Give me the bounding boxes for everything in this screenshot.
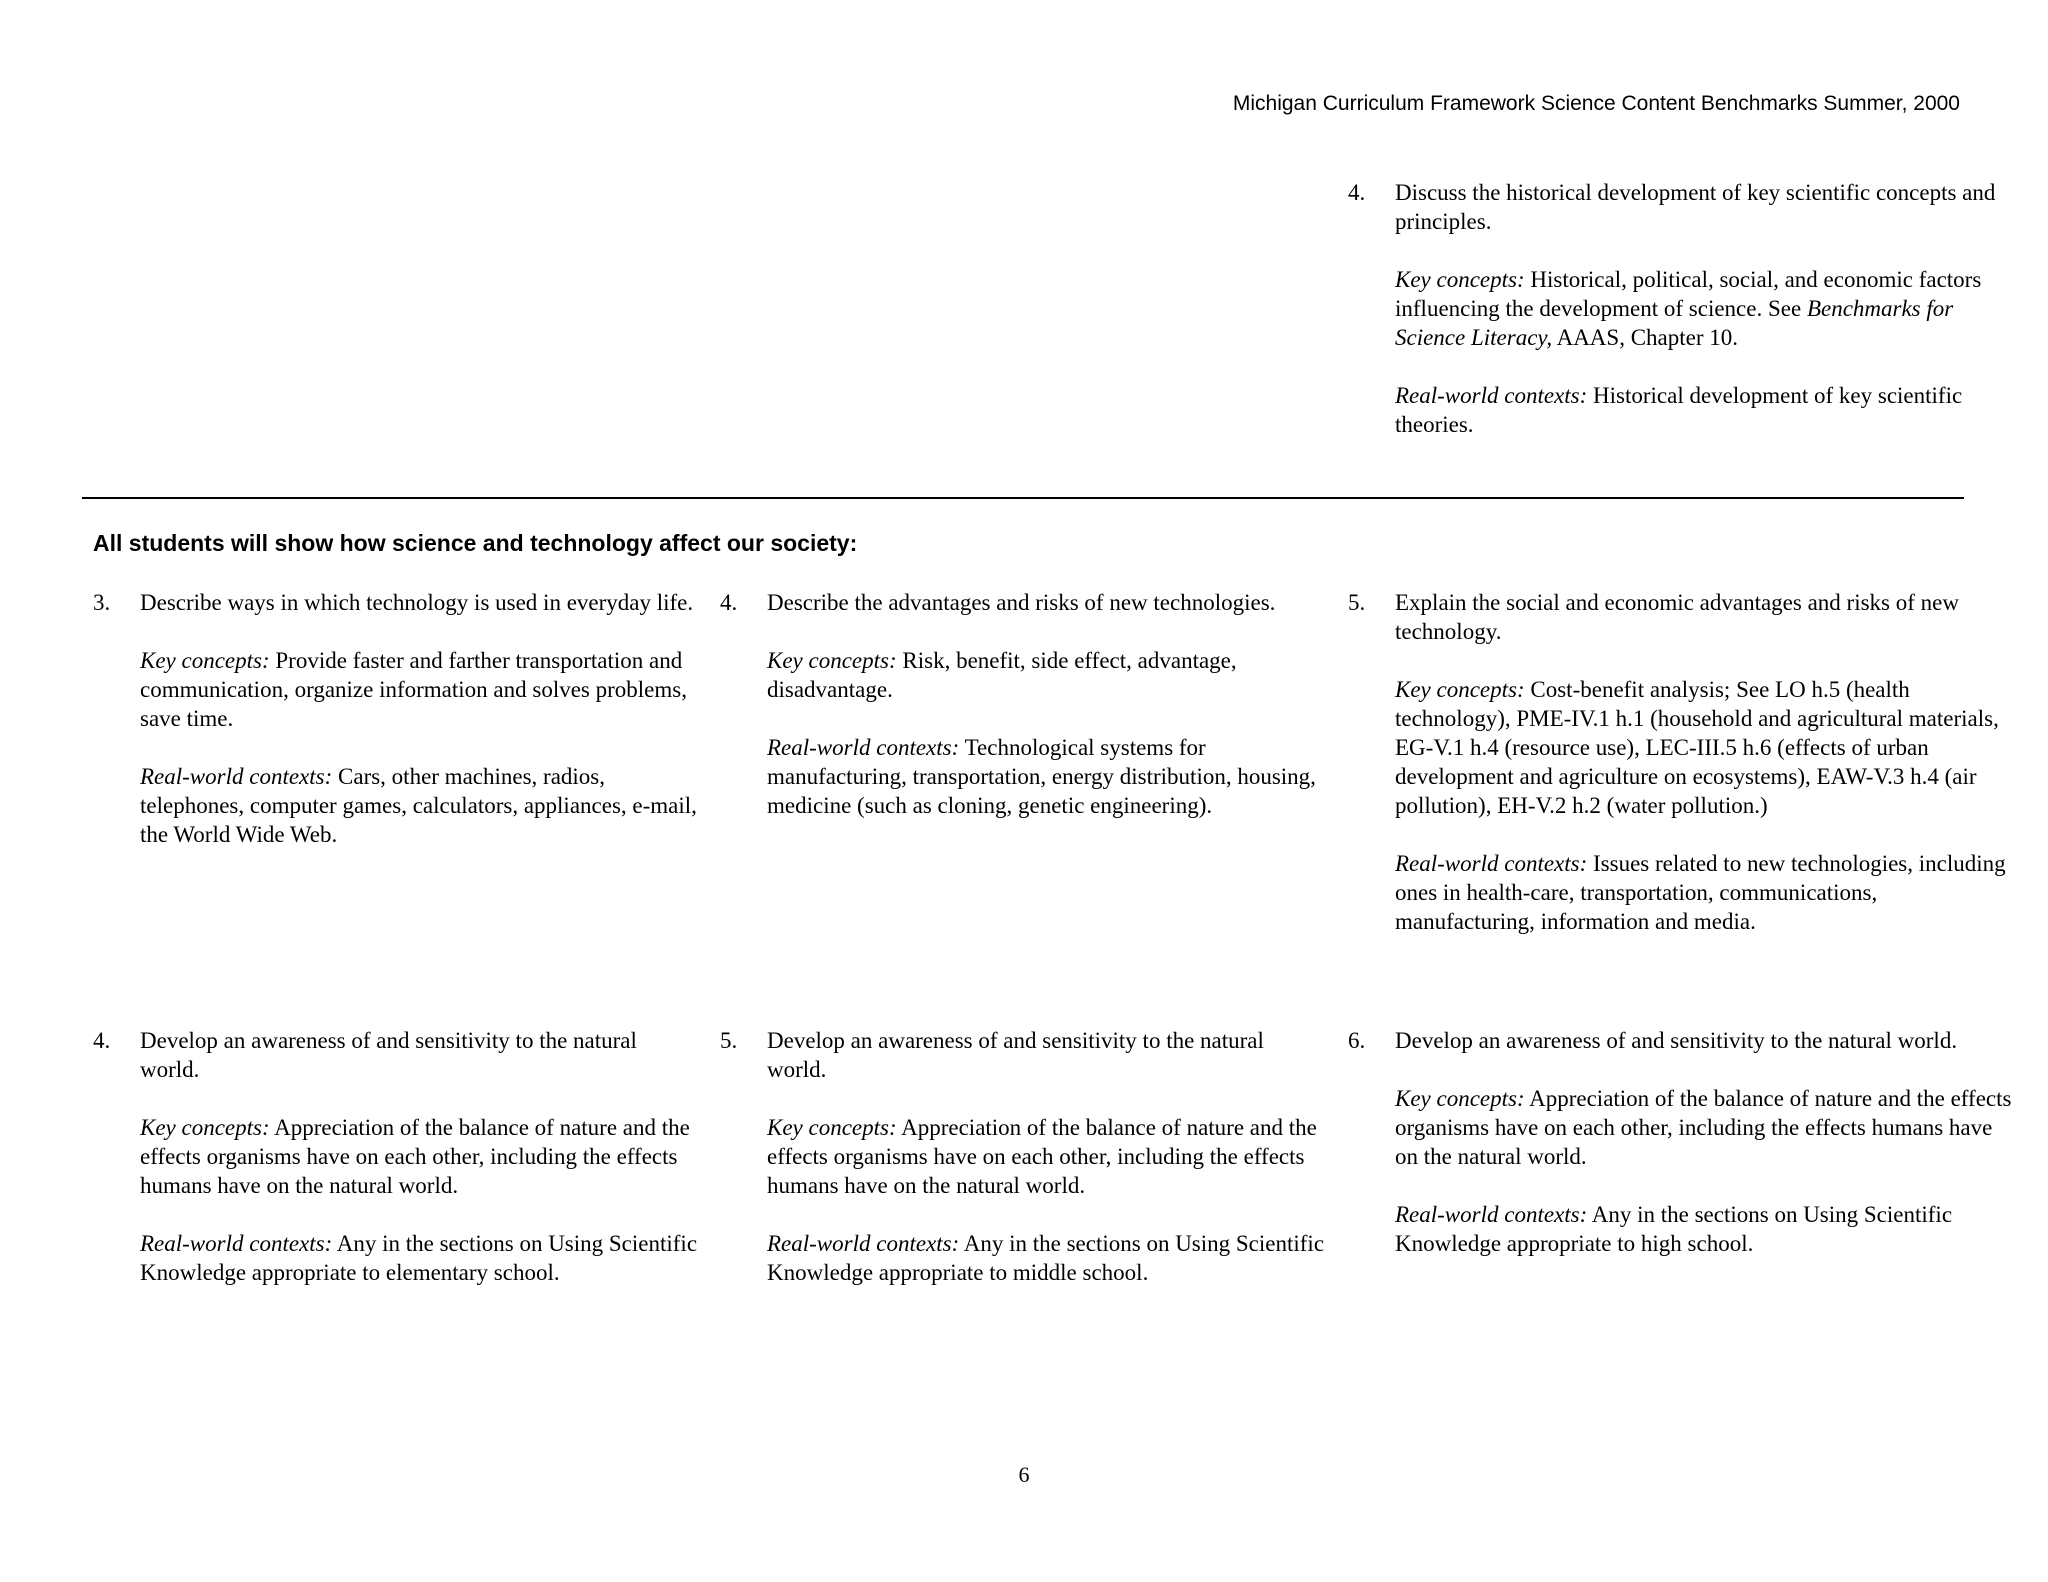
benchmark-statement: Develop an awareness of and sensitivity to the natural world. <box>1395 1028 1958 1053</box>
benchmark-item-middle <box>720 1026 1327 1287</box>
reference-title: Benchmarks for Science Literacy, <box>1395 296 1954 350</box>
key-concepts-text: Provide faster and farther transportation and communication, organize information and solves problems, save time. <box>140 648 687 731</box>
benchmark-item-middle <box>720 588 1327 820</box>
key-concepts <box>140 1113 700 1200</box>
benchmark-item-elementary <box>93 588 700 849</box>
real-world-contexts-text: Technological systems for manufacturing, transportation, energy distribution, housing, medicine (such as cloning, genetic engineering). <box>767 735 1316 818</box>
benchmark-statement: Explain the social and economic advantages and risks of new technology. <box>1395 590 1959 644</box>
benchmark-item-high <box>1348 588 2015 936</box>
real-world-contexts-text: Any in the sections on Using Scientific Knowledge appropriate to middle school. <box>767 1231 1325 1285</box>
key-concepts <box>767 646 1327 704</box>
real-world-contexts <box>140 1229 700 1287</box>
real-world-contexts-label: Real-world contexts: <box>140 764 333 789</box>
benchmark-number: 6. <box>1348 1028 1366 1053</box>
benchmark-item-elementary <box>93 1026 700 1287</box>
benchmark-statement: Describe the advantages and risks of new technologies. <box>767 590 1276 615</box>
real-world-contexts <box>767 733 1327 820</box>
real-world-contexts-text: Any in the sections on Using Scientific Knowledge appropriate to high school. <box>1395 1202 1953 1256</box>
benchmark-item-top <box>1348 178 2015 439</box>
benchmark-number: 5. <box>1348 590 1366 615</box>
benchmark-statement: Develop an awareness of and sensitivity to the natural world. <box>140 1028 637 1082</box>
real-world-contexts-label: Real-world contexts: <box>767 1231 960 1256</box>
key-concepts-label: Key concepts: <box>767 1115 897 1140</box>
key-concepts <box>1395 675 2015 820</box>
real-world-contexts-label: Real-world contexts: <box>140 1231 333 1256</box>
benchmark-item-high <box>1348 1026 2015 1258</box>
real-world-contexts-text: Any in the sections on Using Scientific Knowledge appropriate to elementary school. <box>140 1231 698 1285</box>
key-concepts <box>140 646 700 733</box>
benchmark-number: 5. <box>720 1028 738 1053</box>
key-concepts-text: Cost-benefit analysis; See LO h.5 (health technology), PME-IV.1 h.1 (household and agricultural materials, EG-V.1 h.4 (resource use), LEC-III.5 h.6 (effects of urban development and agriculture on ecosystems), EAW-V.3 h.4 (air pollution), EH-V.2 h.2 (water pollution.) <box>1395 677 1999 818</box>
benchmark-statement: Discuss the historical development of key scientific concepts and principles. <box>1395 180 1996 234</box>
key-concepts-label: Key concepts: <box>767 648 897 673</box>
real-world-contexts-label: Real-world contexts: <box>767 735 960 760</box>
benchmark-number: 4. <box>720 590 738 615</box>
page-number: 6 <box>1018 1462 1030 1487</box>
section-heading: All students will show how science and technology affect our society: <box>93 530 858 556</box>
key-concepts <box>1395 265 2015 352</box>
key-concepts <box>767 1113 1327 1200</box>
key-concepts-label: Key concepts: <box>1395 1086 1525 1111</box>
key-concepts-label: Key concepts: <box>140 1115 270 1140</box>
section-divider <box>82 497 1964 499</box>
key-concepts <box>1395 1084 2015 1171</box>
benchmark-number: 4. <box>93 1028 111 1053</box>
benchmark-statement: Develop an awareness of and sensitivity to the natural world. <box>767 1028 1264 1082</box>
real-world-contexts-label: Real-world contexts: <box>1395 383 1588 408</box>
key-concepts-text: Risk, benefit, side effect, advantage, disadvantage. <box>767 648 1237 702</box>
key-concepts-label: Key concepts: <box>1395 677 1525 702</box>
real-world-contexts <box>767 1229 1327 1287</box>
key-concepts-text-cont: AAAS, Chapter 10. <box>1552 325 1739 350</box>
key-concepts-label: Key concepts: <box>140 648 270 673</box>
real-world-contexts <box>1395 381 2015 439</box>
key-concepts-label: Key concepts: <box>1395 267 1525 292</box>
real-world-contexts-label: Real-world contexts: <box>1395 1202 1588 1227</box>
key-concepts-text: Appreciation of the balance of nature and the effects organisms have on each other, including the effects humans have on the natural world. <box>140 1115 690 1198</box>
real-world-contexts <box>1395 1200 2015 1258</box>
real-world-contexts-text: Historical development of key scientific theories. <box>1395 383 1963 437</box>
real-world-contexts <box>140 762 700 849</box>
key-concepts-text: Appreciation of the balance of nature and the effects organisms have on each other, including the effects humans have on the natural world. <box>1395 1086 2012 1169</box>
benchmark-number: 3. <box>93 590 111 615</box>
benchmark-statement: Describe ways in which technology is used in everyday life. <box>140 590 694 615</box>
real-world-contexts-text: Issues related to new technologies, including ones in health-care, transportation, communications, manufacturing, information and media. <box>1395 851 2006 934</box>
benchmark-number: 4. <box>1348 180 1366 205</box>
real-world-contexts-label: Real-world contexts: <box>1395 851 1588 876</box>
key-concepts-text: Historical, political, social, and economic factors influencing the development of science. See <box>1395 267 1982 321</box>
running-header: Michigan Curriculum Framework Science Content Benchmarks Summer, 2000 <box>1232 92 1960 115</box>
real-world-contexts-text: Cars, other machines, radios, telephones, computer games, calculators, appliances, e-mail, the World Wide Web. <box>140 764 697 847</box>
key-concepts-text: Appreciation of the balance of nature and the effects organisms have on each other, including the effects humans have on the natural world. <box>767 1115 1317 1198</box>
real-world-contexts <box>1395 849 2015 936</box>
